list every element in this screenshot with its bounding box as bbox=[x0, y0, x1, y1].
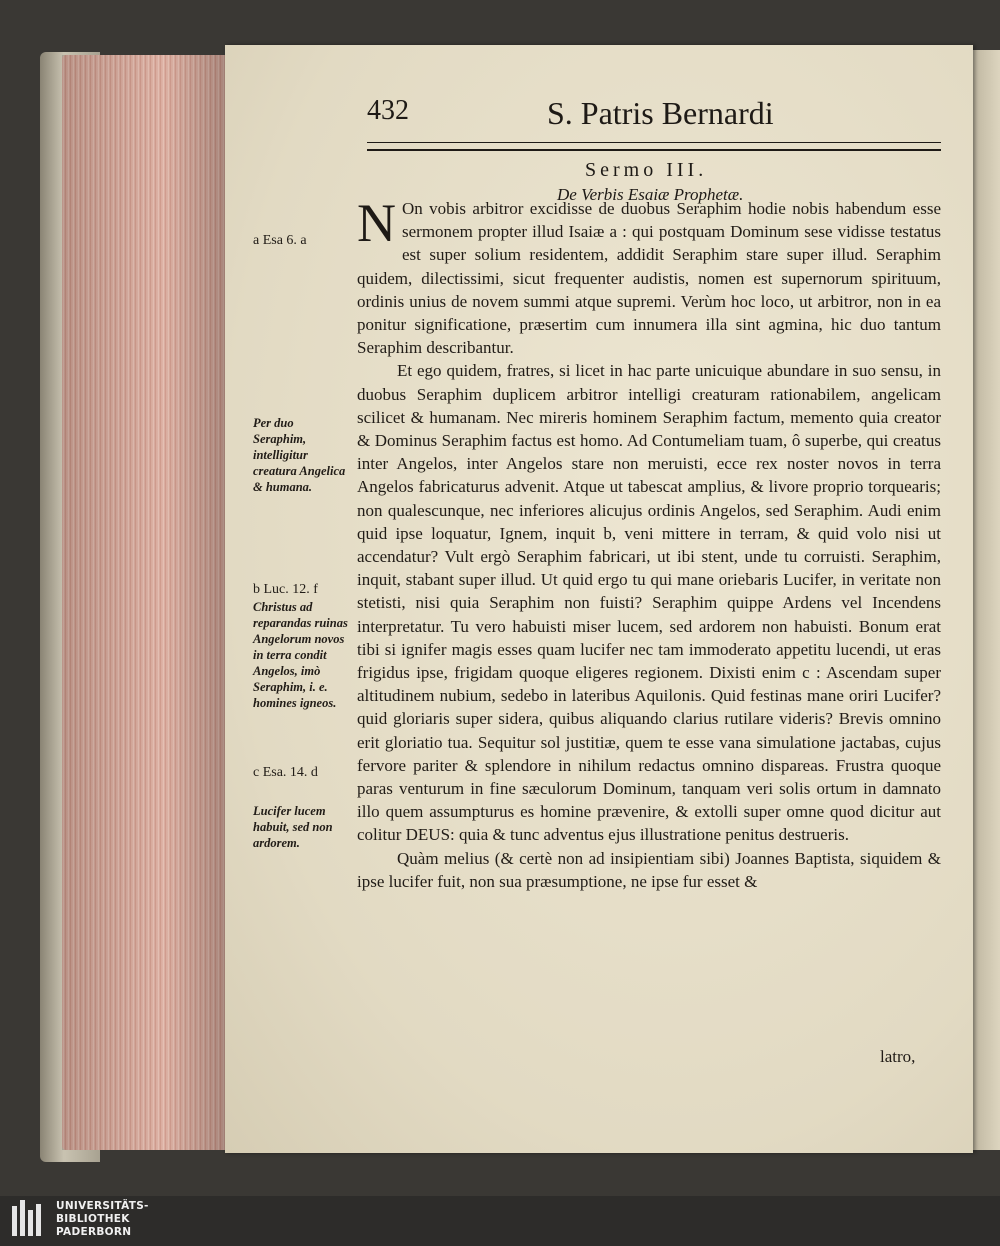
drop-cap: N bbox=[357, 193, 396, 253]
paragraph: Quàm melius (& certè non ad insipientiam sibi) Joannes Baptista, siquidem & ipse lucifer fuit, non sua præsumptione, ne ipse fur esset & bbox=[357, 848, 941, 891]
library-name: UNIVERSITÄTS- BIBLIOTHEK PADERBORN bbox=[56, 1200, 149, 1238]
margin-note: Lucifer lucem habuit, sed non ardorem. bbox=[253, 804, 333, 850]
page-number: 432 bbox=[367, 95, 409, 126]
sermon-title: Sermo III. bbox=[585, 159, 708, 181]
sermon-subtitle: De Verbis Esaiæ Prophetæ. bbox=[557, 185, 744, 204]
margin-note-ref: c Esa. 14. d bbox=[253, 765, 318, 780]
margin-note: Christus ad reparandas ruinas Angelorum novos in terra condit Angelos, imò Seraphim, i. e. homines igneos. bbox=[253, 600, 348, 710]
margin-note-ref: b Luc. 12. f bbox=[253, 582, 318, 597]
running-head: S. Patris Bernardi bbox=[547, 95, 774, 131]
paragraph: Et ego quidem, fratres, si licet in hac parte unicuique abundare in suo sensu, in duobus Seraphim duplicem arbitror intelligi creaturam rationabilem, angelicam scilicet & humanam. Nec mireris hominem Seraphim factum, memento quia creator & Dominus Seraphim factus est homo. Ad Contumeliam tuam, ô superbe, qui creatus inter Angelos, inter Angelos stare non meruisti, ecce rex noster novos in terra Angelos fabricaturus advenit. Atque ut tabescat amplius, & livore proprio torquearis; non qualescunque, nec inferiores alicujus ordinis Angelos, sed Seraphim. Audi enim quid ipse loquatur, Ignem, inquit b, veni mittere in terram, & quid volo nisi ut accendatur? Vult ergò Seraphim fabricari, ut ibi stent, unde tu corruisti. Seraphim, inquit, stabant super illud. Ut quid ergo tu qui mane oriebaris Lucifer, in veritate non stetisti, nisi quia Seraphim non fuisti? Seraphim quippe Ardens vel Incendens interpretatur. Tu vero habuisti miser lucem, sed ardorem non habuisti. Bonum erat tibi si ignifer magis esses quam lucifer nec tam immoderato appetitu lucendi, ut eras frigidus ipse, frigidam quoque eligeres regionem. Dixisti enim c : Ascendam super altitudinem nubium, sedebo in lateribus Aquilonis. Quid festinas mane oriri Lucifer? quid gloriaris super sidera, quibus aliquando clarius rutilare videris? Brevis omnino erit gloriatio tua. Sequitur sol justitiæ, quem te esse vana simulatione jactabas, cujus fervore pariter & splendore in nihilum redactus omnino dispareas. Frustra quoque paras venturum in fine sæculorum Dominum, tanquam veri solis ortum in damnato illo quem assumpturus es homine prævenire, & extolli super omne quod dicitur aut colitur DEUS: quia & tunc adventus ejus illustratione penitus destrueris. bbox=[357, 361, 941, 845]
header-rule-thin bbox=[367, 142, 941, 143]
book-page bbox=[225, 45, 973, 1153]
margin-note-ref: a Esa 6. a bbox=[253, 233, 307, 248]
header-rule bbox=[367, 149, 941, 151]
margin-note: Per duo Seraphim, intelligitur creatura Angelica & humana. bbox=[253, 416, 346, 494]
paragraph: N On vobis arbitror excidisse de duobus Seraphim hodie nobis habendum esse sermonem propter illud Isaiæ a : qui postquam Dominum sese vidisse testatus est super solium residentem, addidit Seraphim stare super illud. Seraphim quidem, dilectissimi, sicut frequenter audistis, nomen est supernorum spirituum, ordinis unius de novem summi atque supremi. Verùm hoc loco, ut arbitror, non in ea ponitur significatione, præsertim cum innumera illa sint agmina, hic duo tantum Seraphim describantur. bbox=[357, 193, 941, 358]
library-logo-icon bbox=[12, 1200, 46, 1242]
library-footer bbox=[0, 1196, 1000, 1246]
catchword: latro, bbox=[880, 1047, 916, 1066]
